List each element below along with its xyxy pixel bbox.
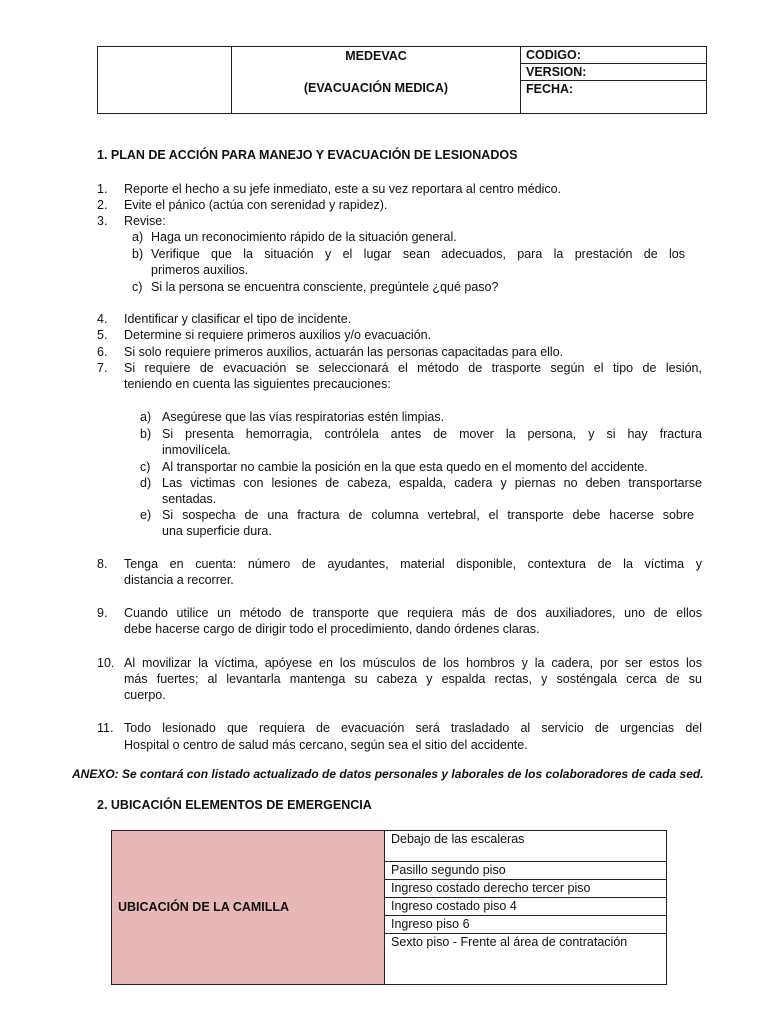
- stretcher-location-label: UBICACIÓN DE LA CAMILLA: [112, 831, 385, 985]
- fecha-label: FECHA:: [526, 82, 574, 96]
- section-2-title: 2. UBICACIÓN ELEMENTOS DE EMERGENCIA: [97, 798, 372, 812]
- item-number: 4.: [97, 312, 108, 326]
- sub-item-cont: una superficie dura.: [162, 524, 272, 538]
- sub-item-letter: a): [140, 410, 152, 424]
- sub-item: Asegúrese que las vías respiratorias estén limpias.: [162, 410, 445, 424]
- list-item: Evite el pánico (actúa con serenidad y rapidez).: [124, 198, 388, 212]
- list-item-cont: más fuertes; al levantarla mantenga su cabeza y espalda rectas, y sosténgala cerca de su: [124, 672, 702, 686]
- annex-note: ANEXO: Se contará con listado actualizado de datos personales y laborales de los colaboradores de cada sed.: [72, 767, 704, 781]
- list-item: Identificar y clasificar el tipo de incidente.: [124, 312, 352, 326]
- version-label: VERSION:: [521, 64, 706, 81]
- item-number: 3.: [97, 214, 108, 228]
- list-item: Revise:: [124, 214, 166, 228]
- location-cell: Ingreso piso 6: [385, 916, 667, 934]
- list-item: Determine si requiere primeros auxilios y/o evacuación.: [124, 328, 432, 342]
- stretcher-location-table: [111, 830, 667, 985]
- item-number: 1.: [97, 182, 108, 196]
- location-cell: Sexto piso - Frente al área de contratación: [385, 934, 667, 985]
- location-cell: Pasillo segundo piso: [385, 862, 667, 880]
- document-subtitle: (EVACUACIÓN MEDICA): [303, 81, 449, 95]
- list-item-cont: teniendo en cuenta las siguientes precauciones:: [124, 377, 391, 391]
- meta-cell: [521, 47, 707, 114]
- sub-item-letter: d): [140, 476, 152, 490]
- location-cell: Ingreso costado piso 4: [385, 898, 667, 916]
- item-number: 2.: [97, 198, 108, 212]
- document-header-table: [97, 46, 707, 114]
- location-cell: Debajo de las escaleras: [385, 831, 667, 862]
- list-item: Cuando utilice un método de transporte que requiera más de dos auxiliadores, uno de ellos: [124, 606, 702, 620]
- list-item-cont: distancia a recorrer.: [124, 573, 234, 587]
- title-cell: [232, 47, 521, 114]
- sub-item-cont: sentadas.: [162, 492, 217, 506]
- sub-item: Las victimas con lesiones de cabeza, espalda, cadera y piernas no deben transportarse: [162, 476, 702, 490]
- list-item: Si requiere de evacuación se seleccionará el método de trasporte según el tipo de lesión,: [124, 361, 702, 375]
- sub-item-letter: e): [140, 508, 152, 522]
- list-item-cont: Hospital o centro de salud más cercano, según sea el sitio del accidente.: [124, 738, 528, 752]
- item-number: 11.: [97, 721, 114, 735]
- sub-item-cont: primeros auxilios.: [151, 263, 249, 277]
- document-title: MEDEVAC: [345, 49, 407, 63]
- item-number: 9.: [97, 606, 108, 620]
- sub-item: Verifique que la situación y el lugar sean adecuados, para la prestación de los: [151, 247, 685, 261]
- sub-item: Al transportar no cambie la posición en la que esta quedo en el momento del accidente.: [162, 460, 648, 474]
- list-item: Reporte el hecho a su jefe inmediato, este a su vez reportara al centro médico.: [124, 182, 562, 196]
- sub-item: Si la persona se encuentra consciente, pregúntele ¿qué paso?: [151, 280, 499, 294]
- sub-item-letter: b): [132, 247, 144, 261]
- logo-cell: [98, 47, 232, 114]
- item-number: 7.: [97, 361, 108, 375]
- sub-item-cont: inmovilícela.: [162, 443, 231, 457]
- sub-item: Si presenta hemorragia, contrólela antes de mover la persona, y si hay fractura: [162, 427, 702, 441]
- sub-item-letter: b): [140, 427, 152, 441]
- list-item: Al movilizar la víctima, apóyese en los músculos de los hombros y la cadera, por ser estos los: [124, 656, 702, 670]
- sub-item-letter: a): [132, 230, 144, 244]
- sub-item-letter: c): [132, 280, 143, 294]
- sub-item: Haga un reconocimiento rápido de la situación general.: [151, 230, 457, 244]
- section-1-title: 1. PLAN DE ACCIÓN PARA MANEJO Y EVACUACIÓN DE LESIONADOS: [97, 148, 518, 162]
- sub-item-letter: c): [140, 460, 151, 474]
- list-item-cont: debe hacerse cargo de dirigir todo el procedimiento, dando órdenes claras.: [124, 622, 540, 636]
- sub-item: Si sospecha de una fractura de columna vertebral, el transporte debe hacerse sobre: [162, 508, 694, 522]
- list-item-cont: cuerpo.: [124, 688, 166, 702]
- list-item: Si solo requiere primeros auxilios, actuarán las personas capacitadas para ello.: [124, 345, 564, 359]
- item-number: 10.: [97, 656, 115, 670]
- list-item: Todo lesionado que requiera de evacuación será trasladado al servicio de urgencias del: [124, 721, 702, 735]
- location-cell: Ingreso costado derecho tercer piso: [385, 880, 667, 898]
- item-number: 6.: [97, 345, 108, 359]
- list-item: Tenga en cuenta: número de ayudantes, material disponible, contextura de la víctima y: [124, 557, 702, 571]
- item-number: 5.: [97, 328, 108, 342]
- item-number: 8.: [97, 557, 108, 571]
- codigo-label: CODIGO:: [521, 47, 706, 64]
